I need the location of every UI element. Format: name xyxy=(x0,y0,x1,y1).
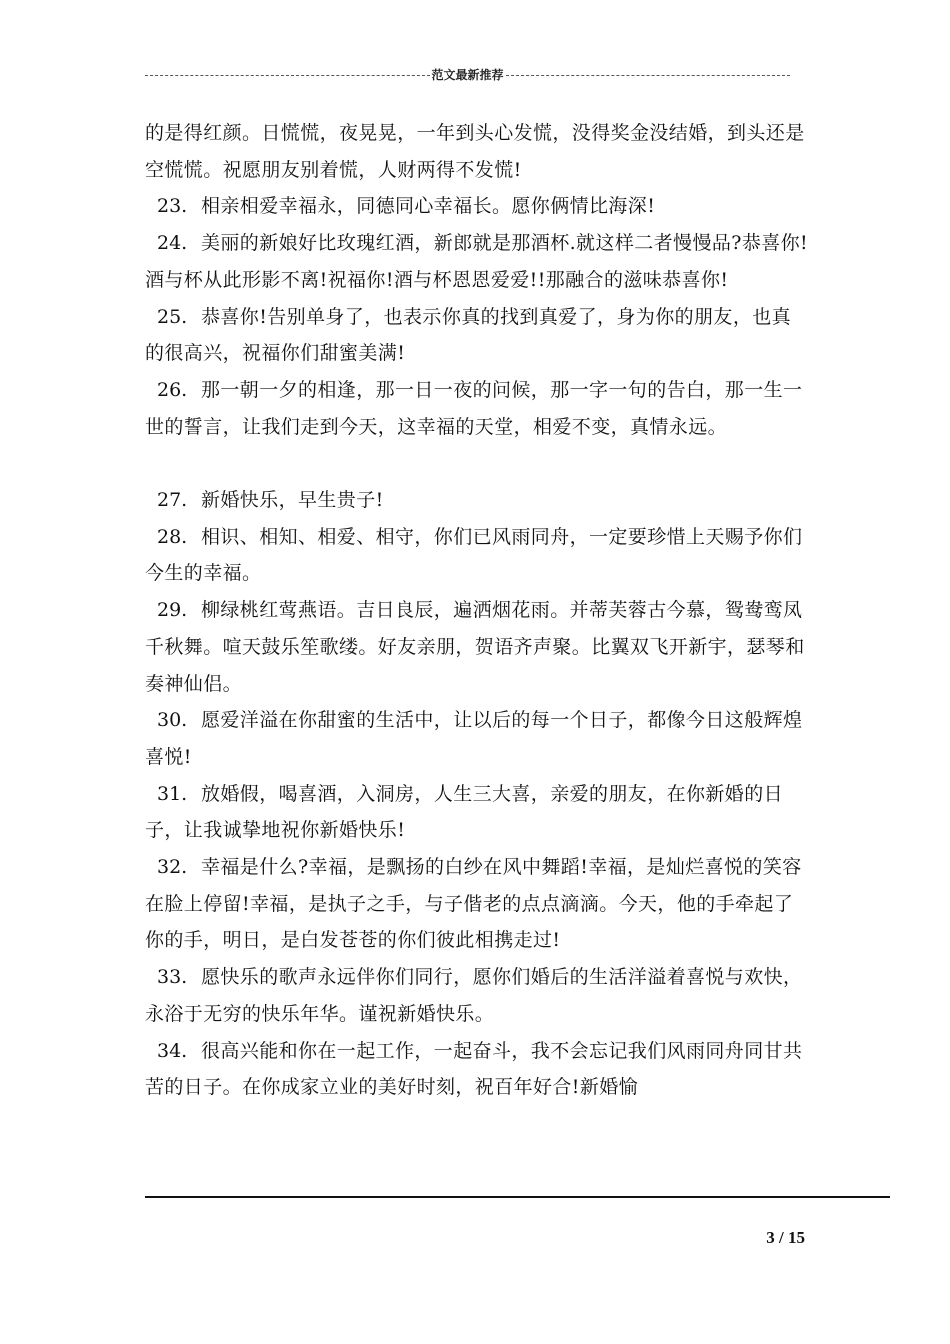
list-item xyxy=(145,188,810,225)
list-item xyxy=(145,849,810,959)
footer-rule xyxy=(145,1196,890,1198)
item-number: 33. xyxy=(157,966,188,989)
item-number: 23. xyxy=(157,195,188,218)
list-item xyxy=(145,299,810,372)
item-text: 恭喜你!告别单身了，也表示你真的找到真爱了，身为你的朋友，也真的很高兴，祝福你们甜蜜美满! xyxy=(145,305,792,365)
header-rule-left xyxy=(145,75,430,76)
paragraph-text: 的是得红颜。日慌慌，夜晃晃，一年到头心发慌，没得奖金没结婚，到头还是空慌慌。祝愿朋友别着慌，人财两得不发慌! xyxy=(145,122,805,181)
item-text: 放婚假，喝喜酒，入洞房，人生三大喜，亲爱的朋友，在你新婚的日子，让我诚挚地祝你新婚快乐! xyxy=(145,782,784,842)
item-number: 34. xyxy=(157,1039,188,1062)
item-text: 相亲相爱幸福永，同德同心幸福长。愿你俩情比海深! xyxy=(201,195,656,218)
item-number: 31. xyxy=(157,782,188,805)
item-text: 新婚快乐，早生贵子! xyxy=(201,489,384,512)
item-number: 30. xyxy=(157,709,188,732)
page-header xyxy=(145,66,790,83)
list-item xyxy=(145,372,810,445)
list-item xyxy=(145,776,810,849)
item-number: 26. xyxy=(157,378,188,401)
item-number: 32. xyxy=(157,856,188,879)
header-title: 范文最新推荐 xyxy=(431,68,504,82)
paragraph-continued xyxy=(145,115,810,188)
item-number: 25. xyxy=(157,305,188,328)
item-number: 24. xyxy=(157,232,188,255)
page-number: 3 / 15 xyxy=(766,1228,805,1247)
item-text: 美丽的新娘好比玫瑰红酒，新郎就是那酒杯.就这样二者慢慢品?恭喜你!酒与杯从此形影不离!祝福你!酒与杯恩恩爱爱!!那融合的滋味恭喜你! xyxy=(145,232,809,291)
item-text: 相识、相知、相爱、相守，你们已风雨同舟，一定要珍惜上天赐予你们今生的幸福。 xyxy=(145,525,803,585)
item-number: 28. xyxy=(157,525,188,548)
item-text: 愿爱洋溢在你甜蜜的生活中，让以后的每一个日子，都像今日这般辉煌喜悦! xyxy=(145,709,803,768)
list-item xyxy=(145,225,810,298)
blank-line xyxy=(145,445,810,482)
list-item xyxy=(145,519,810,592)
item-text: 那一朝一夕的相逢，那一日一夜的问候，那一字一句的告白，那一生一世的誓言，让我们走到今天，这幸福的天堂，相爱不变，真情永远。 xyxy=(145,378,803,438)
list-item xyxy=(145,1033,810,1106)
item-number: 29. xyxy=(157,599,188,622)
item-number: 27. xyxy=(157,489,188,512)
list-item xyxy=(145,592,810,702)
item-text: 幸福是什么?幸福，是飘扬的白纱在风中舞蹈!幸福，是灿烂喜悦的笑容在脸上停留!幸福，是执子之手，与子偕老的点点滴滴。今天，他的手牵起了你的手，明日，是白发苍苍的你们彼此相携走过! xyxy=(145,856,802,952)
document-body xyxy=(145,115,810,1106)
item-text: 很高兴能和你在一起工作，一起奋斗，我不会忘记我们风雨同舟同甘共苦的日子。在你成家立业的美好时刻，祝百年好合!新婚愉 xyxy=(145,1039,803,1099)
list-item xyxy=(145,482,810,519)
header-rule-right xyxy=(506,75,791,76)
list-item xyxy=(145,959,810,1032)
list-item xyxy=(145,702,810,775)
item-text: 愿快乐的歌声永远伴你们同行，愿你们婚后的生活洋溢着喜悦与欢快，永浴于无穷的快乐年华。谨祝新婚快乐。 xyxy=(145,966,803,1025)
item-text: 柳绿桃红莺燕语。吉日良辰，遍洒烟花雨。并蒂芙蓉古今慕，鸳鸯鸾凤千秋舞。喧天鼓乐笙歌缕。好友亲朋，贺语齐声聚。比翼双飞开新宇，瑟琴和奏神仙侣。 xyxy=(145,599,805,695)
